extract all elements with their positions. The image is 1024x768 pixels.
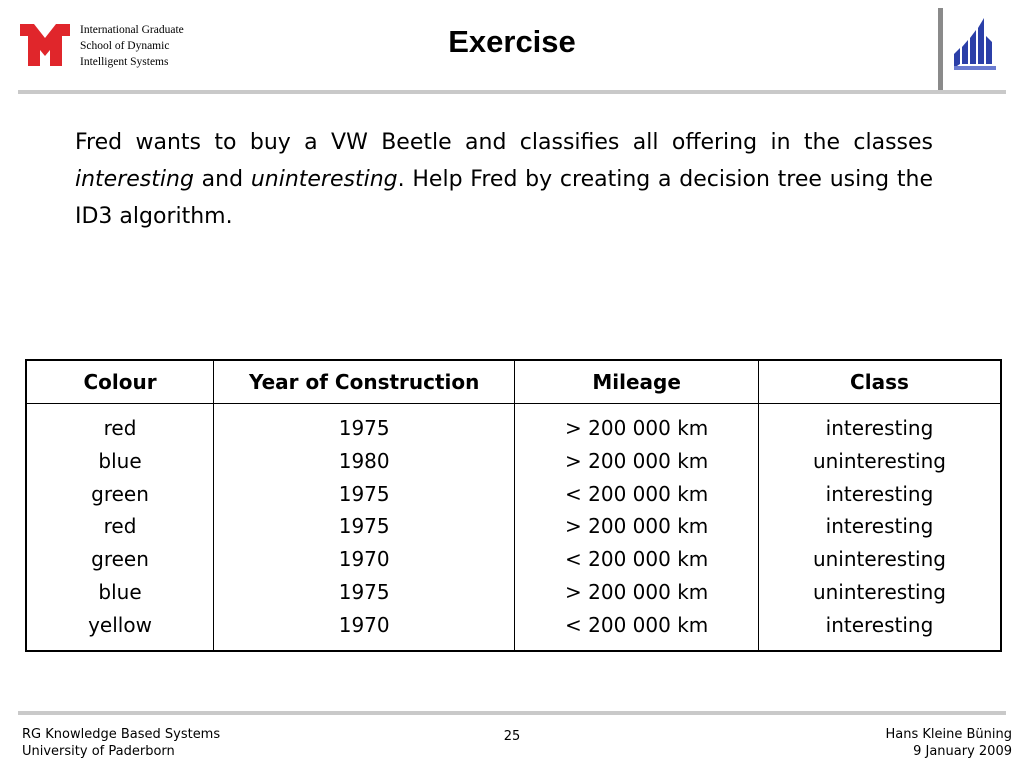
header-class: Class xyxy=(758,360,1001,404)
cell-year: 1980 xyxy=(338,448,390,473)
cell-year: 1975 xyxy=(338,416,390,440)
cell-mileage: > 200 000 km xyxy=(565,579,709,604)
cell-class: interesting xyxy=(825,416,934,440)
cell-year: 1975 xyxy=(338,481,390,506)
cell-class: interesting xyxy=(825,612,934,637)
cell-mileage: > 200 000 km xyxy=(565,514,709,539)
cell-class: uninteresting xyxy=(812,547,946,572)
cell-class: uninteresting xyxy=(812,579,946,604)
colour-column xyxy=(26,404,214,651)
cell-colour: red xyxy=(103,514,137,539)
header-mileage: Mileage xyxy=(515,360,759,404)
cell-mileage: < 200 000 km xyxy=(565,481,709,506)
cell-class: interesting xyxy=(825,481,934,506)
exercise-description xyxy=(75,124,933,235)
institution-line-1: International Graduate xyxy=(80,24,184,36)
footer-right xyxy=(885,726,1012,760)
cell-colour: red xyxy=(103,416,137,440)
footer-university: University of Paderborn xyxy=(22,744,175,759)
cell-class: uninteresting xyxy=(812,448,946,473)
institution-line-2: School of Dynamic xyxy=(80,40,170,52)
cell-colour: green xyxy=(91,481,149,506)
table-header-row xyxy=(26,360,1001,404)
footer-date: 9 January 2009 xyxy=(913,744,1012,759)
cell-year: 1970 xyxy=(338,547,390,572)
institution-line-3: Intelligent Systems xyxy=(80,56,169,68)
slide-title: Exercise xyxy=(448,24,576,59)
header-vertical-divider xyxy=(938,8,943,94)
footer-divider xyxy=(18,711,1006,715)
cell-year: 1975 xyxy=(338,579,390,604)
description-text-3: . Help Fred by creating a decision tree using the ID3 algorithm. xyxy=(75,167,933,229)
footer-group-name: RG Knowledge Based Systems xyxy=(22,727,221,742)
header-year-of-construction: Year of Construction xyxy=(214,360,515,404)
header-colour: Colour xyxy=(26,360,214,404)
cell-year: 1970 xyxy=(338,612,390,637)
cell-colour: blue xyxy=(98,448,142,473)
year-column xyxy=(214,404,515,651)
cell-year: 1975 xyxy=(338,514,390,539)
table-body-row xyxy=(26,404,1001,651)
header-divider xyxy=(18,90,1006,94)
class-uninteresting: uninteresting xyxy=(250,167,398,192)
cell-colour: blue xyxy=(98,579,142,604)
mileage-column xyxy=(515,404,759,651)
training-data-table xyxy=(25,359,1002,652)
class-column xyxy=(758,404,1001,651)
cell-mileage: < 200 000 km xyxy=(565,612,709,637)
class-interesting: interesting xyxy=(75,167,194,192)
footer-author: Hans Kleine Büning xyxy=(885,727,1012,742)
description-text-1: Fred wants to buy a VW Beetle and classifies all offering in the classes xyxy=(75,130,933,155)
cell-colour: yellow xyxy=(88,612,152,637)
page-number: 25 xyxy=(503,729,521,744)
cell-mileage: < 200 000 km xyxy=(565,547,709,572)
cell-mileage: > 200 000 km xyxy=(565,448,709,473)
description-text-2: and xyxy=(193,167,251,192)
cell-class: interesting xyxy=(825,514,934,539)
university-logo xyxy=(952,14,998,72)
cell-colour: green xyxy=(91,547,149,572)
cell-mileage: > 200 000 km xyxy=(565,416,709,440)
